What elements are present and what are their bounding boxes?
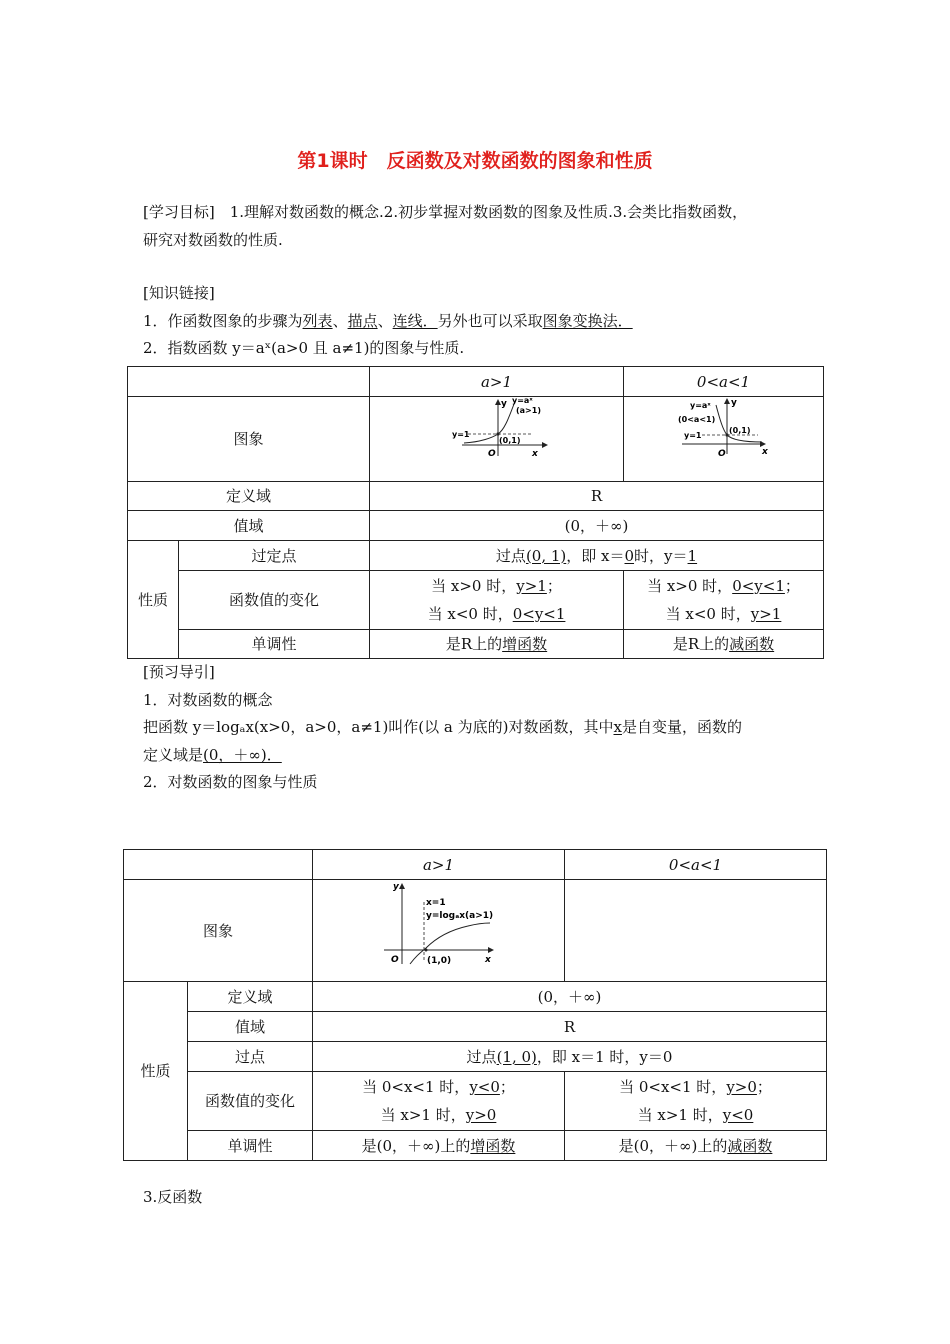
range-value: (0，＋∞) bbox=[564, 516, 629, 535]
graph-label-y: y bbox=[731, 398, 737, 408]
range-value: R bbox=[563, 1017, 576, 1036]
row-label-monotonicity: 单调性 bbox=[227, 1136, 273, 1155]
point-value: 过点(1, 0)，即 x＝1 时，y＝0 bbox=[466, 1047, 673, 1066]
blank-answer: (0，＋∞)． bbox=[203, 746, 282, 764]
graph-label-origin: O bbox=[488, 449, 496, 459]
graph-label-origin: O bbox=[718, 449, 726, 458]
graph-label-y: y bbox=[393, 882, 399, 892]
graph-label-condition: (0<a<1) bbox=[678, 415, 716, 424]
learning-goals-line-2: 研究对数函数的性质. bbox=[143, 231, 283, 249]
logarithmic-graph-a-gt-1 bbox=[380, 880, 498, 968]
blank-answer: 列表 bbox=[302, 312, 333, 330]
preview-item-2: 2．对数函数的图象与性质 bbox=[143, 773, 318, 791]
row-label-value-change: 函数值的变化 bbox=[228, 591, 319, 609]
knowledge-link-item-2: 2．指数函数 y＝aˣ(a>0 且 a≠1)的图象与性质. bbox=[143, 339, 465, 357]
graph-label-curve: y=aˣ bbox=[690, 401, 711, 410]
row-label-value-change: 函数值的变化 bbox=[204, 1092, 295, 1110]
page-title: 第1课时 反函数及对数函数的图象和性质 bbox=[297, 150, 653, 172]
row-label-range: 值域 bbox=[233, 516, 264, 535]
value-change-a-lt-1-line-2: 当 x>1 时，y<0 bbox=[637, 1106, 754, 1124]
fixed-point-value: 过点(0, 1)，即 x＝0时，y＝1 bbox=[495, 546, 698, 565]
value-change-a-lt-1-line-2: 当 x<0 时，y>1 bbox=[665, 605, 782, 623]
row-label-properties: 性质 bbox=[140, 1062, 171, 1080]
row-label-graph: 图象 bbox=[202, 921, 233, 940]
row-label-range: 值域 bbox=[234, 1017, 265, 1036]
value-change-a-gt-1-line-1: 当 x>0 时，y>1； bbox=[431, 577, 562, 595]
header-0-lt-a-lt-1: 0<a<1 bbox=[696, 372, 751, 391]
value-change-a-gt-1-line-2: 当 x>1 时，y>0 bbox=[380, 1106, 497, 1124]
graph-label-x: x bbox=[762, 447, 768, 457]
row-label-fixed-point: 过定点 bbox=[251, 546, 297, 565]
header-a-gt-1: a>1 bbox=[422, 855, 455, 874]
graph-label-point: (0,1) bbox=[729, 426, 751, 435]
log-definition-line-1: 把函数 y＝logₐx(x>0，a>0，a≠1)叫作(以 a 为底的)对数函数，其中x是自变量，函数的 bbox=[143, 718, 742, 736]
learning-goals-line-1: [学习目标] 1.理解对数函数的概念.2.初步掌握对数函数的图象及性质.3.会类比指数函数， bbox=[143, 203, 748, 221]
monotonicity-a-gt-1: 是R上的增函数 bbox=[445, 635, 548, 653]
graph-label-point: (0,1) bbox=[499, 436, 521, 445]
row-label-point: 过点 bbox=[234, 1047, 265, 1066]
preview-item-1: 1．对数函数的概念 bbox=[143, 691, 273, 709]
preview-guide-heading: [预习导引] bbox=[143, 663, 215, 681]
monotonicity-a-lt-1: 是(0，＋∞)上的减函数 bbox=[618, 1136, 773, 1155]
monotonicity-a-lt-1: 是R上的减函数 bbox=[672, 635, 775, 653]
graph-label-curve: y=logₐx(a>1) bbox=[426, 911, 494, 921]
graph-label-point: (1,0) bbox=[427, 956, 452, 966]
graph-label-x-equals-1: x=1 bbox=[426, 898, 446, 908]
graph-label-y: y bbox=[501, 399, 507, 409]
header-a-gt-1: a>1 bbox=[480, 372, 513, 391]
knowledge-link-heading: [知识链接] bbox=[143, 284, 215, 302]
graph-label-origin: O bbox=[391, 955, 399, 965]
value-change-a-lt-1-line-1: 当 0<x<1 时，y>0； bbox=[619, 1078, 772, 1096]
graph-label-curve: y=aˣ bbox=[512, 398, 533, 405]
value-change-a-gt-1-line-2: 当 x<0 时，0<y<1 bbox=[427, 605, 566, 623]
value-change-a-lt-1-line-1: 当 x>0 时，0<y<1； bbox=[647, 577, 800, 595]
graph-label-y-equals-1: y=1 bbox=[684, 431, 702, 440]
graph-label-y-equals-1: y=1 bbox=[452, 430, 470, 439]
domain-value: R bbox=[590, 487, 603, 505]
domain-value: (0，＋∞) bbox=[537, 987, 602, 1006]
blank-answer: 图象变换法． bbox=[542, 312, 633, 330]
graph-label-x: x bbox=[532, 449, 538, 459]
row-label-domain: 定义域 bbox=[227, 987, 273, 1006]
row-label-monotonicity: 单调性 bbox=[251, 635, 297, 653]
row-label-domain: 定义域 bbox=[225, 487, 271, 505]
blank-answer: 连线． bbox=[392, 312, 438, 330]
row-label-graph: 图象 bbox=[233, 430, 264, 448]
graph-label-x: x bbox=[485, 955, 491, 965]
graph-label-condition: (a>1) bbox=[516, 406, 541, 415]
log-definition-line-2: 定义域是(0，＋∞)． bbox=[143, 746, 282, 764]
header-0-lt-a-lt-1: 0<a<1 bbox=[668, 855, 723, 874]
row-label-properties: 性质 bbox=[137, 590, 168, 609]
blank-answer: 描点 bbox=[347, 312, 378, 330]
section-3-heading: 3.反函数 bbox=[143, 1188, 203, 1206]
value-change-a-gt-1-line-1: 当 0<x<1 时，y<0； bbox=[362, 1078, 515, 1096]
blank-answer: x bbox=[613, 718, 622, 736]
knowledge-link-item-1: 1．作函数图象的步骤为列表、描点、连线．另外也可以采取图象变换法． bbox=[143, 312, 633, 330]
monotonicity-a-gt-1: 是(0，＋∞)上的增函数 bbox=[361, 1136, 516, 1155]
